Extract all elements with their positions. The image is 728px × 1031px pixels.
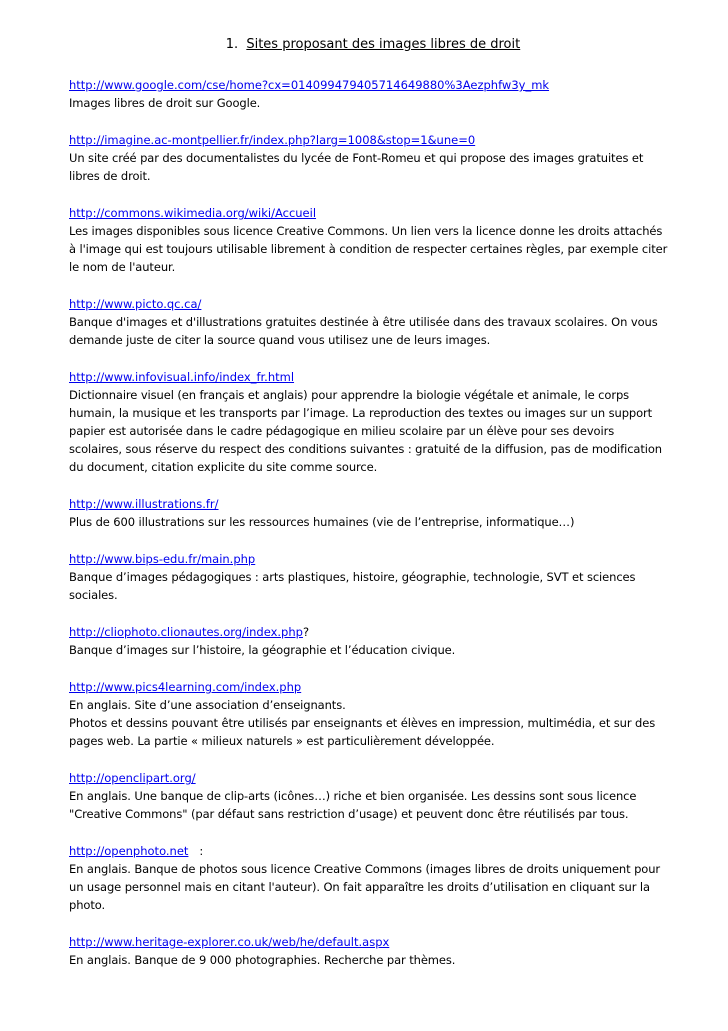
site-description: En anglais. Une banque de clip-arts (icônes…) riche et bien organisée. Les dessins sont sous licence "Creative Commons" (par défaut sans restriction d’usage) et peuvent donc être réutilisés par tous. (69, 789, 637, 821)
site-list (69, 76, 669, 969)
site-entry (69, 295, 669, 349)
page-title (69, 36, 669, 54)
site-link-line (69, 295, 669, 313)
site-url-link[interactable]: http://www.illustrations.fr/ (69, 497, 219, 511)
site-entry (69, 495, 669, 531)
site-url-link[interactable]: http://www.infovisual.info/index_fr.html (69, 370, 295, 384)
site-link-line (69, 769, 669, 787)
site-url-link[interactable]: http://www.bips-edu.fr/main.php (69, 552, 256, 566)
title-text: Sites proposant des images libres de droit (246, 37, 521, 52)
site-description: Banque d'images et d'illustrations gratuites destinée à être utilisée dans des travaux scolaires. On vous demande juste de citer la source quand vous utilisez une de leurs images. (69, 315, 658, 347)
site-link-line (69, 131, 669, 149)
site-description: Plus de 600 illustrations sur les ressources humaines (vie de l’entreprise, informatique…) (69, 515, 575, 529)
site-description: Photos et dessins pouvant être utilisés par enseignants et élèves en impression, multimédia, et sur des pages web. La partie « milieux naturels » est particulièrement développée. (69, 716, 656, 748)
site-url-link[interactable]: http://commons.wikimedia.org/wiki/Accueil (69, 206, 317, 220)
site-entry (69, 131, 669, 185)
site-url-link[interactable]: http://www.google.com/cse/home?cx=014099479405714649880%3Aezphfw3y_mk (69, 78, 550, 92)
site-url-link[interactable]: http://www.pics4learning.com/index.php (69, 680, 302, 694)
site-description: Un site créé par des documentalistes du lycée de Font-Romeu et qui propose des images gratuites et libres de droit. (69, 151, 644, 183)
site-entry (69, 769, 669, 823)
site-link-line (69, 550, 669, 568)
site-entry (69, 933, 669, 969)
site-entry (69, 623, 669, 659)
site-description: Les images disponibles sous licence Creative Commons. Un lien vers la licence donne les droits attachés à l'image qui est toujours utilisable librement à condition de respecter certaines règles, par exemple citer le nom de l'auteur. (69, 224, 668, 274)
site-entry (69, 550, 669, 604)
site-url-link[interactable]: http://cliophoto.clionautes.org/index.php (69, 625, 303, 639)
site-description: Dictionnaire visuel (en français et anglais) pour apprendre la biologie végétale et animale, le corps humain, la musique et les transports par l’image. La reproduction des textes ou images sur un support papier est autorisée dans le cadre pédagogique en milieu scolaire par un élève pour ses devoirs scolaires, sous réserve du respect des conditions suivantes : gratuité de la diffusion, pas de modification du document, citation explicite du site comme source. (69, 388, 662, 474)
site-link-line (69, 623, 669, 641)
site-entry (69, 842, 669, 914)
site-link-line (69, 204, 669, 222)
site-entry (69, 204, 669, 276)
site-url-link[interactable]: http://imagine.ac-montpellier.fr/index.php?larg=1008&stop=1&une=0 (69, 133, 476, 147)
site-url-link[interactable]: http://openclipart.org/ (69, 771, 196, 785)
site-description: En anglais. Site d’une association d’enseignants. (69, 698, 346, 712)
link-suffix: : (188, 844, 204, 858)
site-url-link[interactable]: http://openphoto.net (69, 844, 189, 858)
site-link-line (69, 678, 669, 696)
link-suffix: ? (302, 625, 310, 639)
site-entry (69, 678, 669, 750)
site-entry (69, 368, 669, 476)
site-url-link[interactable]: http://www.picto.qc.ca/ (69, 297, 202, 311)
site-description: En anglais. Banque de 9 000 photographies. Recherche par thèmes. (69, 953, 456, 967)
site-url-link[interactable]: http://www.heritage-explorer.co.uk/web/he/default.aspx (69, 935, 390, 949)
site-description: Banque d’images sur l’histoire, la géographie et l’éducation civique. (69, 643, 456, 657)
site-link-line (69, 368, 669, 386)
site-description: Images libres de droit sur Google. (69, 96, 261, 110)
site-link-line (69, 76, 669, 94)
site-link-line (69, 933, 669, 951)
document-page (69, 36, 669, 988)
site-description: Banque d’images pédagogiques : arts plastiques, histoire, géographie, technologie, SVT et sciences sociales. (69, 570, 636, 602)
site-link-line (69, 842, 669, 860)
site-description: En anglais. Banque de photos sous licence Creative Commons (images libres de droits uniquement pour un usage personnel mais en citant l'auteur). On fait apparaître les droits d’utilisation en cliquant sur la photo. (69, 862, 661, 912)
title-number: 1. (225, 37, 239, 52)
site-entry (69, 76, 669, 112)
site-link-line (69, 495, 669, 513)
